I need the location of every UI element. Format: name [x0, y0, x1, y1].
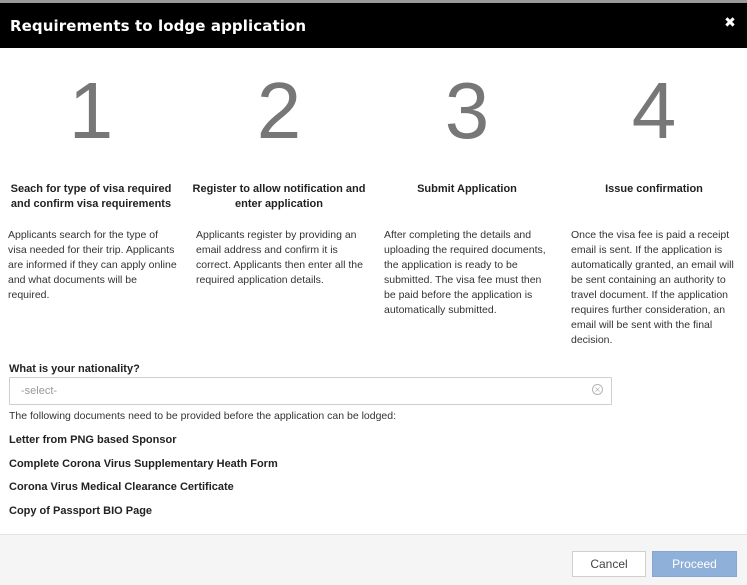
modal-footer: [0, 534, 747, 585]
step-number: 3: [444, 66, 490, 155]
nationality-label: What is your nationality?: [9, 363, 140, 375]
step-number: 4: [631, 66, 677, 155]
step-description: Applicants search for the type of visa needed for their trip. Applicants are informed if they can apply online and what documents will be required.: [8, 229, 177, 301]
step-number: 2: [256, 66, 302, 155]
step-title: Seach for type of visa required and confirm visa requirements: [10, 183, 172, 210]
close-icon[interactable]: ✖: [724, 15, 736, 31]
modal-title: Requirements to lodge application: [10, 17, 307, 35]
clear-icon[interactable]: ×: [592, 384, 603, 395]
cancel-button[interactable]: Cancel: [572, 551, 646, 577]
step-number: 1: [68, 66, 114, 155]
step-title: Issue confirmation: [605, 183, 703, 195]
modal-header: [0, 0, 747, 48]
step-title: Register to allow notification and enter application: [192, 183, 366, 210]
step-description: Applicants register by providing an email address and confirm it is correct. Applicants then enter all the required application details.: [196, 229, 363, 286]
steps-section: [0, 48, 747, 358]
document-item: Complete Corona Virus Supplementary Heath Form: [9, 458, 278, 470]
step-description: Once the visa fee is paid a receipt email is sent. If the application is automatically granted, an email will be sent containing an authority to travel document. If the application requires further consideration, an email will be sent with the final decision.: [571, 229, 734, 346]
document-item: Letter from PNG based Sponsor: [9, 434, 177, 446]
document-item: Copy of Passport BIO Page: [9, 505, 153, 517]
document-item: Corona Virus Medical Clearance Certificate: [9, 481, 234, 493]
proceed-button[interactable]: Proceed: [652, 551, 737, 577]
nationality-select[interactable]: [9, 377, 612, 405]
documents-intro: The following documents need to be provided before the application can be lodged:: [9, 410, 397, 422]
nationality-select-placeholder: -select-: [21, 385, 58, 397]
step-title: Submit Application: [417, 183, 517, 195]
step-description: After completing the details and uploading the required documents, the application is ready to be submitted. The visa fee must then be paid before the application is automatically submitted.: [384, 229, 546, 316]
